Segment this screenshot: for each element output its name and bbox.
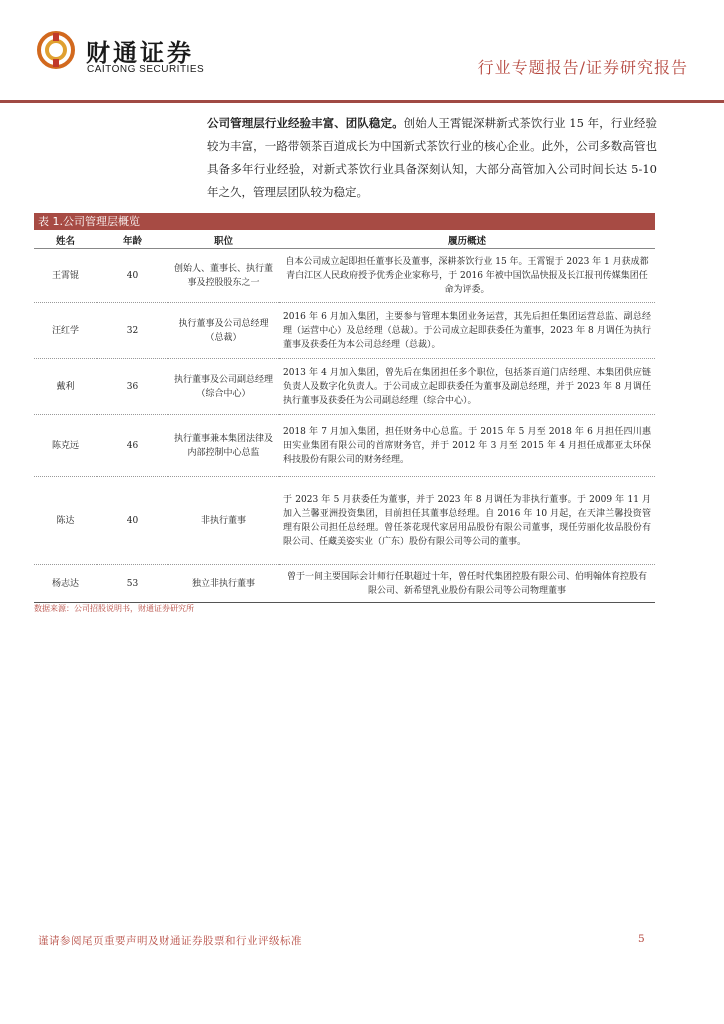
cell-age: 53 xyxy=(97,565,168,603)
data-source-note: 数据来源：公司招股说明书，财通证券研究所 xyxy=(34,604,194,613)
intro-body: 创始人王霄锟深耕新式茶饮行业 15 年，行业经验较为丰富，一路带领茶百道成长为中国新式茶饮行业的核心企业。此外，公司多数高管也具备多年行业经验，对新式茶饮行业具备深刻认知，大部分高管加入公司时间长达 5-10 年之久，管理层团队较为稳定。 xyxy=(207,116,657,199)
cell-age: 32 xyxy=(97,303,168,359)
header-divider xyxy=(0,100,724,103)
cell-age: 40 xyxy=(97,249,168,303)
brand-name-cn: 财通证券 xyxy=(86,39,194,67)
column-header-bio: 履历概述 xyxy=(279,231,655,249)
cell-name: 戴利 xyxy=(34,359,97,415)
cell-name: 王霄锟 xyxy=(34,249,97,303)
cell-position: 创始人、董事长、执行董事及控股股东之一 xyxy=(168,249,279,303)
cell-position: 执行董事及公司总经理（总裁） xyxy=(168,303,279,359)
footer-disclaimer: 谨请参阅尾页重要声明及财通证券股票和行业评级标准 xyxy=(38,935,302,947)
page-number: 5 xyxy=(638,933,645,945)
intro-bold-lead: 公司管理层行业经验丰富、团队稳定。 xyxy=(207,116,404,130)
cell-bio: 曾于一间主要国际会计师行任职超过十年，曾任时代集团控股有限公司、伯明翰体育控股有限公司、新希望乳业股份有限公司等公司物理董事 xyxy=(279,565,655,603)
cell-position: 非执行董事 xyxy=(168,477,279,565)
brand-name-en: CAITONG SECURITIES xyxy=(87,64,205,75)
cell-name: 汪红学 xyxy=(34,303,97,359)
table-row xyxy=(34,477,655,565)
table-row xyxy=(34,565,655,603)
cell-position: 执行董事及公司副总经理（综合中心） xyxy=(168,359,279,415)
cell-name: 陈达 xyxy=(34,477,97,565)
cell-age: 46 xyxy=(97,415,168,477)
column-header-name: 姓名 xyxy=(34,231,97,249)
page-header xyxy=(0,0,724,102)
table-header-row xyxy=(34,231,655,249)
cell-bio: 2016 年 6 月加入集团，主要参与管理本集团业务运营，其先后担任集团运营总监、副总经理（运营中心）及总经理（总裁）。于公司成立起即获委任为董事，2023 年 8 月调任为执行董事及获委任为本公司总经理（总裁）。 xyxy=(279,303,655,359)
cell-age: 40 xyxy=(97,477,168,565)
cell-bio: 自本公司成立起即担任董事长及董事，深耕茶饮行业 15 年。王霄锟于 2023 年 1 月获成都青白江区人民政府授予优秀企业家称号，于 2016 年被中国饮品快报及长江报刊传媒集团任命为评委。 xyxy=(279,249,655,303)
cell-bio: 2018 年 7 月加入集团，担任财务中心总监。于 2015 年 5 月至 2018 年 6 月担任四川惠田实业集团有限公司的首席财务官，并于 2012 年 3 月至 2015 年 4 月担任成都亚太环保科技股份有限公司的财务经理。 xyxy=(279,415,655,477)
table-row xyxy=(34,359,655,415)
cell-bio: 于 2023 年 5 月获委任为董事，并于 2023 年 8 月调任为非执行董事。于 2009 年 11 月加入兰馨亚洲投资集团，目前担任其董事总经理。自 2016 年 10 月起，在天津兰馨投资管理有限公司担任总经理。曾任茶花现代家居用品股份有限公司董事，现任劳丽化妆品股份有限公司、任藏美姿实业（广东）股份有限公司等公司的董事。 xyxy=(279,477,655,565)
table-caption: 表 1.公司管理层概览 xyxy=(34,213,655,230)
cell-name: 陈克远 xyxy=(34,415,97,477)
management-table xyxy=(34,231,655,603)
caitong-logo-icon xyxy=(36,30,76,70)
cell-name: 杨志达 xyxy=(34,565,97,603)
cell-position: 独立非执行董事 xyxy=(168,565,279,603)
table-row xyxy=(34,249,655,303)
column-header-position: 职位 xyxy=(168,231,279,249)
column-header-age: 年龄 xyxy=(97,231,168,249)
cell-age: 36 xyxy=(97,359,168,415)
table-row xyxy=(34,303,655,359)
intro-paragraph xyxy=(207,112,657,204)
report-type-title: 行业专题报告/证券研究报告 xyxy=(477,58,688,77)
table-row xyxy=(34,415,655,477)
cell-position: 执行董事兼本集团法律及内部控制中心总监 xyxy=(168,415,279,477)
cell-bio: 2013 年 4 月加入集团，曾先后在集团担任多个职位，包括茶百道门店经理、本集团供应链负责人及数字化负责人。于公司成立起即获委任为董事及副总经理，并于 2023 年 8 月调任执行董事及获委任为公司副总经理（综合中心）。 xyxy=(279,359,655,415)
